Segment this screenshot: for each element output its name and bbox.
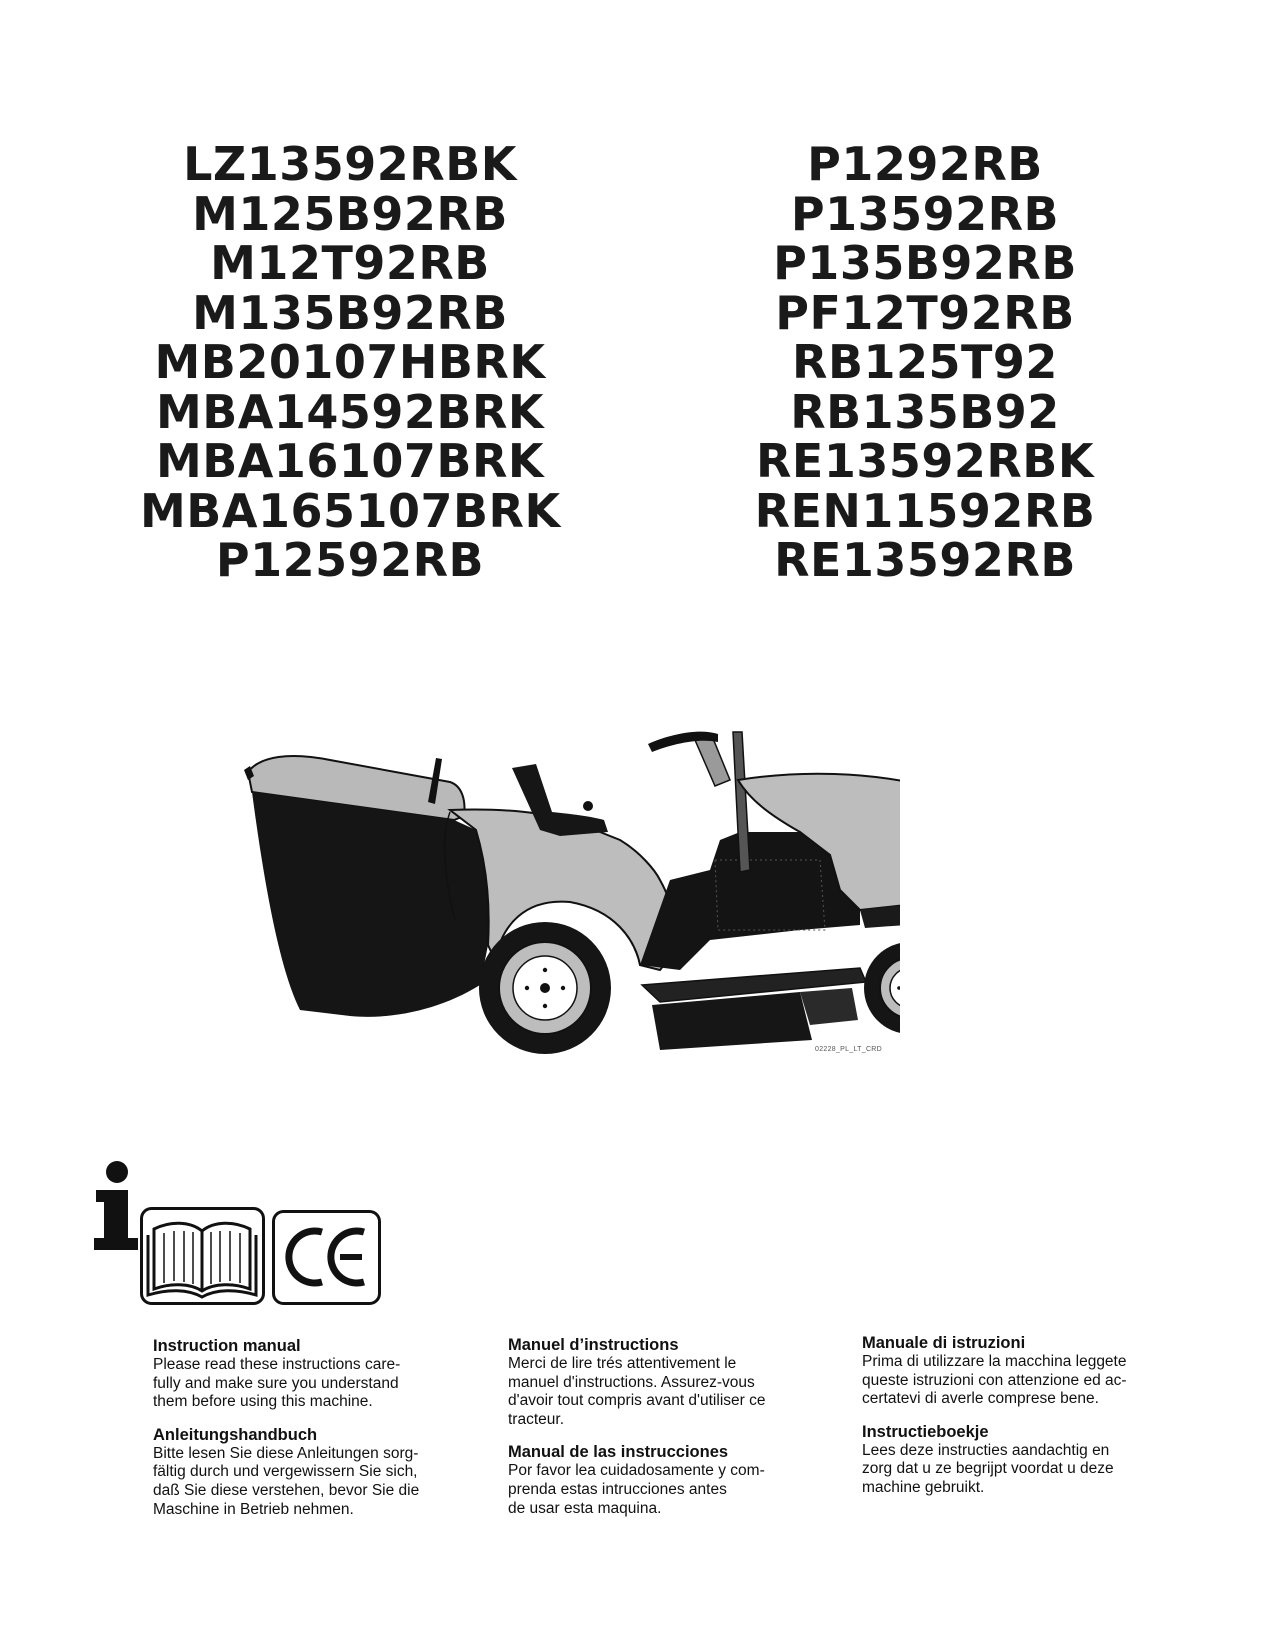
language-column-2: [508, 1336, 808, 1532]
language-block-es: [508, 1443, 808, 1518]
language-heading: Instruction manual: [153, 1337, 301, 1355]
language-text: Bitte lesen Sie diese Anleitungen sorg- fältig durch und vergewissern Sie sich, daß Sie diese verstehen, bevor Sie die Maschine in Betrieb nehmen.: [153, 1444, 420, 1518]
model-number: LZ13592RBK: [183, 137, 517, 191]
riding-mower-illustration: [240, 720, 900, 1070]
model-number: P13592RB: [790, 186, 1060, 241]
model-number: PF12T92RB: [775, 285, 1075, 340]
model-number: RB125T92: [792, 335, 1058, 389]
model-number: MBA16107BRK: [155, 434, 545, 488]
model-number: P135B92RB: [773, 236, 1077, 290]
language-column-1: [153, 1337, 453, 1533]
language-text: Lees deze instructies aandachtig en zorg dat u ze begrijpt voordat u deze machine gebruikt.: [862, 1441, 1114, 1496]
open-book-icon: [140, 1207, 265, 1305]
language-heading: Manual de las instrucciones: [508, 1443, 729, 1462]
language-text: Please read these instructions care- fully and make sure you understand them before using this machine.: [153, 1356, 401, 1411]
model-number: REN11592RB: [754, 483, 1096, 538]
language-column-3: [862, 1334, 1162, 1512]
model-number: RE13592RB: [774, 533, 1076, 587]
ce-mark-icon: [272, 1210, 381, 1305]
model-number: MB20107HBRK: [154, 335, 546, 389]
language-text: Merci de lire trés attentivement le manuel d'instructions. Assurez-vous d'avoir tout compris avant d'utiliser ce tracteur.: [508, 1355, 766, 1428]
language-block-fr: [508, 1336, 808, 1429]
language-heading: Manuale di istruzioni: [862, 1334, 1026, 1352]
model-list-left: [140, 137, 561, 587]
model-number: M12T92RB: [210, 236, 490, 290]
model-number: RB135B92: [790, 384, 1060, 439]
language-block-en: [153, 1337, 453, 1412]
model-number: MBA165107BRK: [140, 483, 561, 538]
language-heading: Manuel d’instructions: [508, 1336, 679, 1354]
model-number: RE13592RBK: [755, 434, 1094, 488]
model-list-right: [745, 137, 1105, 587]
model-number: M125B92RB: [192, 186, 508, 241]
model-number: P1292RB: [807, 137, 1043, 191]
model-number: P12592RB: [215, 533, 485, 587]
illustration-code: 02228_PL_LT_CRD: [815, 1046, 883, 1053]
language-text: Por favor lea cuidadosamente y com- prenda estas intrucciones antes de usar esta maquina.: [508, 1462, 765, 1517]
language-block-nl: [862, 1423, 1162, 1498]
language-block-de: [153, 1426, 453, 1519]
language-text: Prima di utilizzare la macchina leggete queste istruzioni con attenzione ed ac- certatevi di averle comprese bene.: [862, 1353, 1127, 1408]
language-heading: Instructieboekje: [862, 1422, 989, 1441]
language-block-it: [862, 1334, 1162, 1409]
model-number: MBA14592BRK: [155, 384, 545, 439]
language-heading: Anleitungshandbuch: [153, 1425, 318, 1444]
model-number: M135B92RB: [192, 285, 508, 340]
